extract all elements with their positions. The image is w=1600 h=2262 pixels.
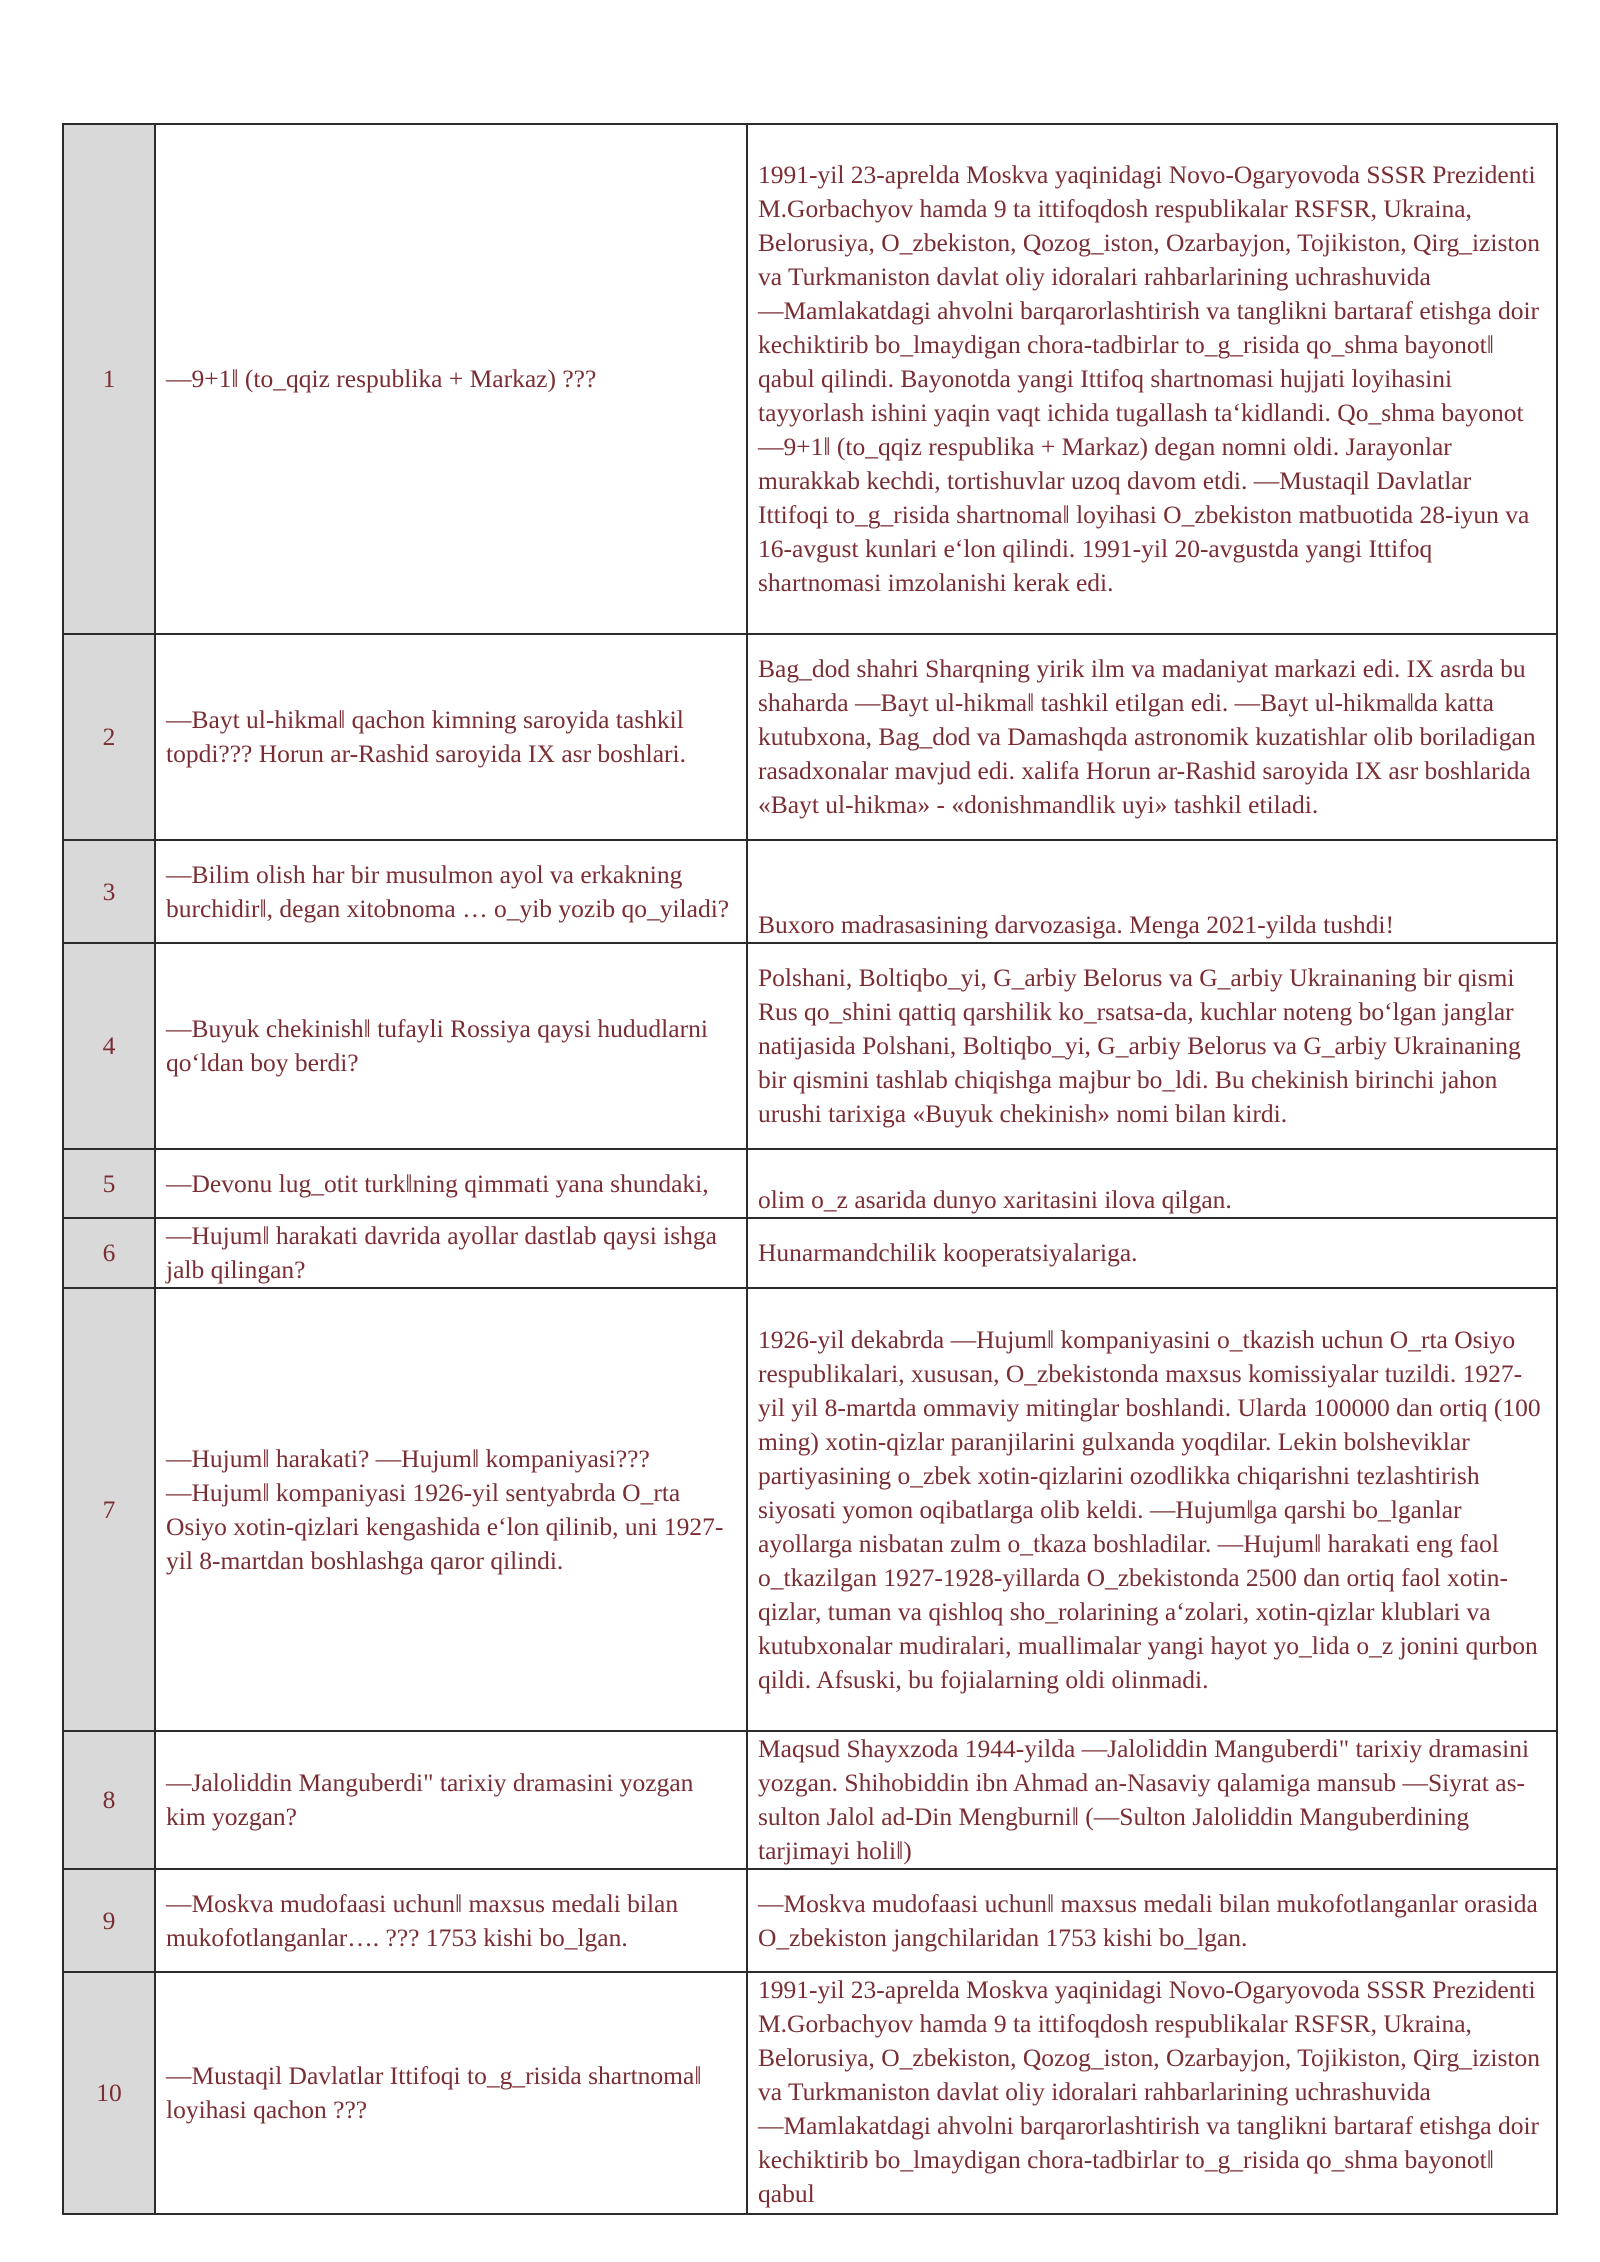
question-cell: ―Jaloliddin Manguberdi" tarixiy dramasini yozgan kim yozgan?: [155, 1731, 747, 1869]
qa-table: [62, 123, 1558, 2215]
row-number: 5: [63, 1149, 155, 1218]
row-number: 9: [63, 1869, 155, 1972]
table-row: [63, 1869, 1557, 1972]
answer-cell: 1991-yil 23-aprelda Moskva yaqinidagi Novo-Ogaryovoda SSSR Prezidenti M.Gorbachyov hamda 9 ta ittifoqdosh respublikalar RSFSR, Ukraina, Belorusiya, O_zbekiston, Qozog_iston, Ozarbayjon, Tojikiston, Qirg_iziston va Turkmaniston davlat oliy idoralari rahbarlarining uchrashuvida ―Mamlakatdagi ahvolni barqarorlashtirish va tanglikni bartaraf etishga doir kechiktirib bo_lmaydigan chora-tadbirlar to_g_risida qo_shma bayonot‖ qabul: [747, 1972, 1557, 2214]
table-row: [63, 943, 1557, 1149]
question-cell: ―9+1‖ (to_qqiz respublika + Markaz) ???: [155, 124, 747, 634]
row-number: 7: [63, 1288, 155, 1731]
question-cell: ―Hujum‖ harakati davrida ayollar dastlab qaysi ishga jalb qilingan?: [155, 1218, 747, 1288]
row-number: 1: [63, 124, 155, 634]
row-number: 4: [63, 943, 155, 1149]
row-number: 6: [63, 1218, 155, 1288]
row-number: 3: [63, 840, 155, 943]
row-number: 10: [63, 1972, 155, 2214]
table-row: [63, 634, 1557, 840]
table-row: [63, 1218, 1557, 1288]
table-row: [63, 840, 1557, 943]
answer-cell: Buxoro madrasasining darvozasiga. Menga 2021-yilda tushdi!: [747, 840, 1557, 943]
table-row: [63, 1149, 1557, 1218]
table-row: [63, 1972, 1557, 2214]
row-number: 8: [63, 1731, 155, 1869]
question-cell: ―Bilim olish har bir musulmon ayol va erkakning burchidir‖, degan xitobnoma … o_yib yozib qo_yiladi?: [155, 840, 747, 943]
answer-cell: Bag_dod shahri Sharqning yirik ilm va madaniyat markazi edi. IX asrda bu shaharda ―Bayt ul-hikma‖ tashkil etilgan edi. ―Bayt ul-hikma‖da katta kutubxona, Bag_dod va Damashqda astronomik kuzatishlar olib boriladigan rasadxonalar mavjud edi. xalifa Horun ar-Rashid saroyida IX asr boshlarida «Bayt ul-hikma» - «donishmandlik uyi» tashkil etiladi.: [747, 634, 1557, 840]
answer-cell: Maqsud Shayxzoda 1944-yilda ―Jaloliddin Manguberdi" tarixiy dramasini yozgan. Shihobiddin ibn Ahmad an-Nasaviy qalamiga mansub ―Siyrat as-sulton Jalol ad-Din Mengburni‖ (―Sulton Jaloliddin Manguberdining tarjimayi holi‖): [747, 1731, 1557, 1869]
answer-cell: Hunarmandchilik kooperatsiyalariga.: [747, 1218, 1557, 1288]
question-cell: ―Buyuk chekinish‖ tufayli Rossiya qaysi hududlarni qo‘ldan boy berdi?: [155, 943, 747, 1149]
question-cell: ―Moskva mudofaasi uchun‖ maxsus medali bilan mukofotlanganlar…. ??? 1753 kishi bo_lgan.: [155, 1869, 747, 1972]
answer-cell: Polshani, Boltiqbo_yi, G_arbiy Belorus va G_arbiy Ukrainaning bir qismi Rus qo_shini qattiq qarshilik ko_rsatsa-da, kuchlar noteng bo‘lgan janglar natijasida Polshani, Boltiqbo_yi, G_arbiy Belorus va G_arbiy Ukrainaning bir qismini tashlab chiqishga majbur bo_ldi. Bu chekinish birinchi jahon urushi tarixiga «Buyuk chekinish» nomi bilan kirdi.: [747, 943, 1557, 1149]
answer-cell: olim o_z asarida dunyo xaritasini ilova qilgan.: [747, 1149, 1557, 1218]
question-cell: ―Devonu lug_otit turk‖ning qimmati yana shundaki,: [155, 1149, 747, 1218]
answer-cell: ―Moskva mudofaasi uchun‖ maxsus medali bilan mukofotlanganlar orasida O_zbekiston jangchilaridan 1753 kishi bo_lgan.: [747, 1869, 1557, 1972]
table-row: [63, 1288, 1557, 1731]
question-cell: ―Hujum‖ harakati? ―Hujum‖ kompaniyasi??? ―Hujum‖ kompaniyasi 1926-yil sentyabrda O_rta Osiyo xotin-qizlari kengashida e‘lon qilinib, uni 1927-yil 8-martdan boshlashga qaror qilindi.: [155, 1288, 747, 1731]
question-cell: ―Mustaqil Davlatlar Ittifoqi to_g_risida shartnoma‖ loyihasi qachon ???: [155, 1972, 747, 2214]
question-cell: ―Bayt ul-hikma‖ qachon kimning saroyida tashkil topdi??? Horun ar-Rashid saroyida IX asr boshlari.: [155, 634, 747, 840]
answer-cell: 1991-yil 23-aprelda Moskva yaqinidagi Novo-Ogaryovoda SSSR Prezidenti M.Gorbachyov hamda 9 ta ittifoqdosh respublikalar RSFSR, Ukraina, Belorusiya, O_zbekiston, Qozog_iston, Ozarbayjon, Tojikiston, Qirg_iziston va Turkmaniston davlat oliy idoralari rahbarlarining uchrashuvida ―Mamlakatdagi ahvolni barqarorlashtirish va tanglikni bartaraf etishga doir kechiktirib bo_lmaydigan chora-tadbirlar to_g_risida qo_shma bayonot‖ qabul qilindi. Bayonotda yangi Ittifoq shartnomasi hujjati loyihasini tayyorlash ishini yaqin vaqt ichida tugallash ta‘kidlandi. Qo_shma bayonot ―9+1‖ (to_qqiz respublika + Markaz) degan nomni oldi. Jarayonlar murakkab kechdi, tortishuvlar uzoq davom etdi. ―Mustaqil Davlatlar Ittifoqi to_g_risida shartnoma‖ loyihasi O_zbekiston matbuotida 28-iyun va 16-avgust kunlari e‘lon qilindi. 1991-yil 20-avgustda yangi Ittifoq shartnomasi imzolanishi kerak edi.: [747, 124, 1557, 634]
row-number: 2: [63, 634, 155, 840]
table-row: [63, 1731, 1557, 1869]
table-row: [63, 124, 1557, 634]
answer-cell: 1926-yil dekabrda ―Hujum‖ kompaniyasini o_tkazish uchun O_rta Osiyo respublikalari, xususan, O_zbekistonda maxsus komissiyalar tuzildi. 1927-yil yil 8-martda ommaviy mitinglar boshlandi. Ularda 100000 dan ortiq (100 ming) xotin-qizlar paranjilarini gulxanda yoqdilar. Lekin bolsheviklar partiyasining o_zbek xotin-qizlarini ozodlikka chiqarishni tezlashtirish siyosati yomon oqibatlarga olib keldi. ―Hujum‖ga qarshi bo_lganlar ayollarga nisbatan zulm o_tkaza boshladilar. ―Hujum‖ harakati eng faol o_tkazilgan 1927-1928-yillarda O_zbekistonda 2500 dan ortiq faol xotin-qizlar, tuman va qishloq sho_rolarining a‘zolari, xotin-qizlar klublari va kutubxonalar mudiralari, muallimalar yangi hayot yo_lida o_z jonini qurbon qildi. Afsuski, bu fojialarning oldi olinmadi.: [747, 1288, 1557, 1731]
